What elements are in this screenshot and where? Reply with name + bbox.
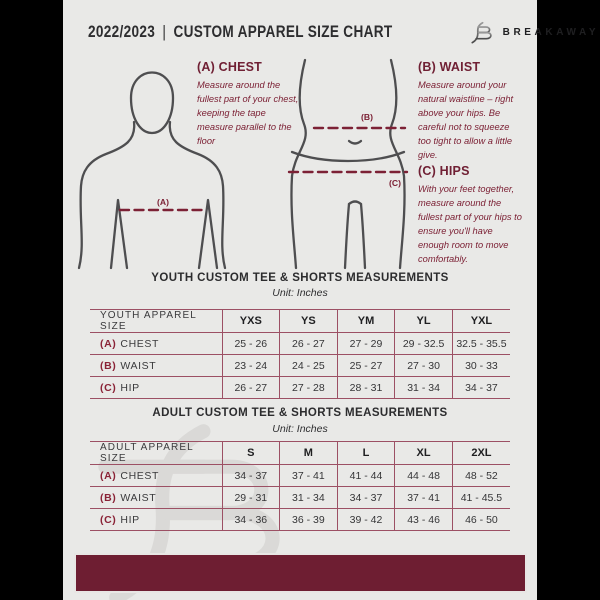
size-col-header: XL bbox=[395, 442, 453, 465]
measurement-cell: 25 - 26 bbox=[222, 333, 280, 355]
row-prefix: (B) bbox=[100, 359, 117, 372]
lower-body-figure bbox=[283, 58, 413, 270]
table-row bbox=[90, 465, 510, 487]
chest-instructions: Measure around the fullest part of your chest, keeping the tape measure parallel to the floor bbox=[197, 80, 299, 146]
page-title bbox=[88, 22, 393, 42]
row-label-cell bbox=[90, 377, 222, 399]
size-col-header: YS bbox=[280, 310, 338, 333]
footer-accent-bar bbox=[74, 553, 527, 593]
size-col-header: YXS bbox=[222, 310, 280, 333]
measurement-cell: 29 - 31 bbox=[222, 487, 280, 509]
hips-heading: (C) HIPS bbox=[418, 164, 470, 178]
measurement-cell: 34 - 37 bbox=[452, 377, 510, 399]
measurement-cell: 29 - 32.5 bbox=[395, 333, 453, 355]
measurement-cell: 26 - 27 bbox=[222, 377, 280, 399]
table-row bbox=[90, 355, 510, 377]
row-label-cell bbox=[90, 509, 222, 531]
measurement-cell: 37 - 41 bbox=[280, 465, 338, 487]
row-name: HIP bbox=[120, 381, 140, 394]
measurement-cell: 31 - 34 bbox=[280, 487, 338, 509]
hips-instructions: With your feet together, measure around the fullest part of your hips to ensure you'll have enough room to move comfortably. bbox=[418, 184, 522, 264]
table-row bbox=[90, 377, 510, 399]
header bbox=[88, 18, 600, 46]
youth-section-title: YOUTH CUSTOM TEE & SHORTS MEASUREMENTS bbox=[151, 272, 449, 284]
measurement-cell: 44 - 48 bbox=[395, 465, 453, 487]
measurement-cell: 41 - 45.5 bbox=[452, 487, 510, 509]
measurement-cell: 43 - 46 bbox=[395, 509, 453, 531]
row-prefix: (A) bbox=[100, 469, 117, 482]
row-prefix: (A) bbox=[100, 337, 117, 350]
measurement-cell: 36 - 39 bbox=[280, 509, 338, 531]
chest-heading: (A) CHEST bbox=[197, 60, 262, 74]
row-name: HIP bbox=[120, 513, 140, 526]
row-name: WAIST bbox=[120, 491, 157, 504]
row-name: WAIST bbox=[120, 359, 157, 372]
measurement-cell: 34 - 37 bbox=[222, 465, 280, 487]
measurement-guide bbox=[63, 56, 537, 272]
size-col-header: L bbox=[337, 442, 395, 465]
measurement-cell: 28 - 31 bbox=[337, 377, 395, 399]
row-name: CHEST bbox=[120, 337, 159, 350]
youth-size-label-cell: YOUTH APPAREL SIZE bbox=[90, 310, 222, 333]
table-row bbox=[90, 509, 510, 531]
table-row bbox=[90, 333, 510, 355]
measurement-cell: 23 - 24 bbox=[222, 355, 280, 377]
row-label-cell bbox=[90, 355, 222, 377]
measurement-cell: 34 - 37 bbox=[337, 487, 395, 509]
size-col-header: YL bbox=[395, 310, 453, 333]
table-row bbox=[90, 310, 510, 333]
size-col-header: S bbox=[222, 442, 280, 465]
row-prefix: (C) bbox=[100, 381, 117, 394]
measurement-cell: 27 - 30 bbox=[395, 355, 453, 377]
measurement-cell: 30 - 33 bbox=[452, 355, 510, 377]
row-label-cell bbox=[90, 487, 222, 509]
measurement-cell: 24 - 25 bbox=[280, 355, 338, 377]
measurement-cell: 34 - 36 bbox=[222, 509, 280, 531]
measurement-cell: 32.5 - 35.5 bbox=[452, 333, 510, 355]
adult-section-title: ADULT CUSTOM TEE & SHORTS MEASUREMENTS bbox=[152, 407, 448, 419]
table-row bbox=[90, 442, 510, 465]
title-separator: | bbox=[162, 22, 167, 41]
waist-marker-label: (B) bbox=[361, 112, 373, 122]
size-col-header: YXL bbox=[452, 310, 510, 333]
row-prefix: (C) bbox=[100, 513, 117, 526]
adult-size-label-cell: ADULT APPAREL SIZE bbox=[90, 442, 222, 465]
row-name: CHEST bbox=[120, 469, 159, 482]
measurement-cell: 46 - 50 bbox=[452, 509, 510, 531]
title-year: 2022/2023 bbox=[88, 22, 156, 41]
brand-block bbox=[469, 21, 600, 44]
row-label-cell bbox=[90, 465, 222, 487]
row-prefix: (B) bbox=[100, 491, 117, 504]
breakaway-logo-icon bbox=[469, 21, 495, 44]
waist-heading: (B) WAIST bbox=[418, 60, 481, 74]
measurement-cell: 27 - 29 bbox=[337, 333, 395, 355]
size-col-header: YM bbox=[337, 310, 395, 333]
table-row bbox=[90, 487, 510, 509]
youth-unit-label: Unit: Inches bbox=[272, 287, 328, 299]
brand-name: BREAKAWAY bbox=[502, 26, 600, 38]
waist-instructions: Measure around your natural waistline – right above your hips. Be careful not to squeeze too tight to allow a little give. bbox=[418, 80, 514, 160]
chest-marker-label: (A) bbox=[157, 197, 169, 207]
adult-unit-label: Unit: Inches bbox=[272, 423, 328, 435]
measurement-cell: 41 - 44 bbox=[337, 465, 395, 487]
size-col-header: M bbox=[280, 442, 338, 465]
measurement-cell: 31 - 34 bbox=[395, 377, 453, 399]
measurement-cell: 37 - 41 bbox=[395, 487, 453, 509]
adult-size-table bbox=[90, 441, 510, 531]
measurement-cell: 27 - 28 bbox=[280, 377, 338, 399]
youth-size-table bbox=[90, 309, 510, 399]
measurement-cell: 48 - 52 bbox=[452, 465, 510, 487]
title-text: CUSTOM APPAREL SIZE CHART bbox=[173, 22, 393, 41]
measurement-cell: 25 - 27 bbox=[337, 355, 395, 377]
measurement-cell: 39 - 42 bbox=[337, 509, 395, 531]
row-label-cell bbox=[90, 333, 222, 355]
hips-marker-label: (C) bbox=[389, 178, 401, 188]
size-col-header: 2XL bbox=[452, 442, 510, 465]
chart-page bbox=[63, 0, 600, 600]
measurement-cell: 26 - 27 bbox=[280, 333, 338, 355]
